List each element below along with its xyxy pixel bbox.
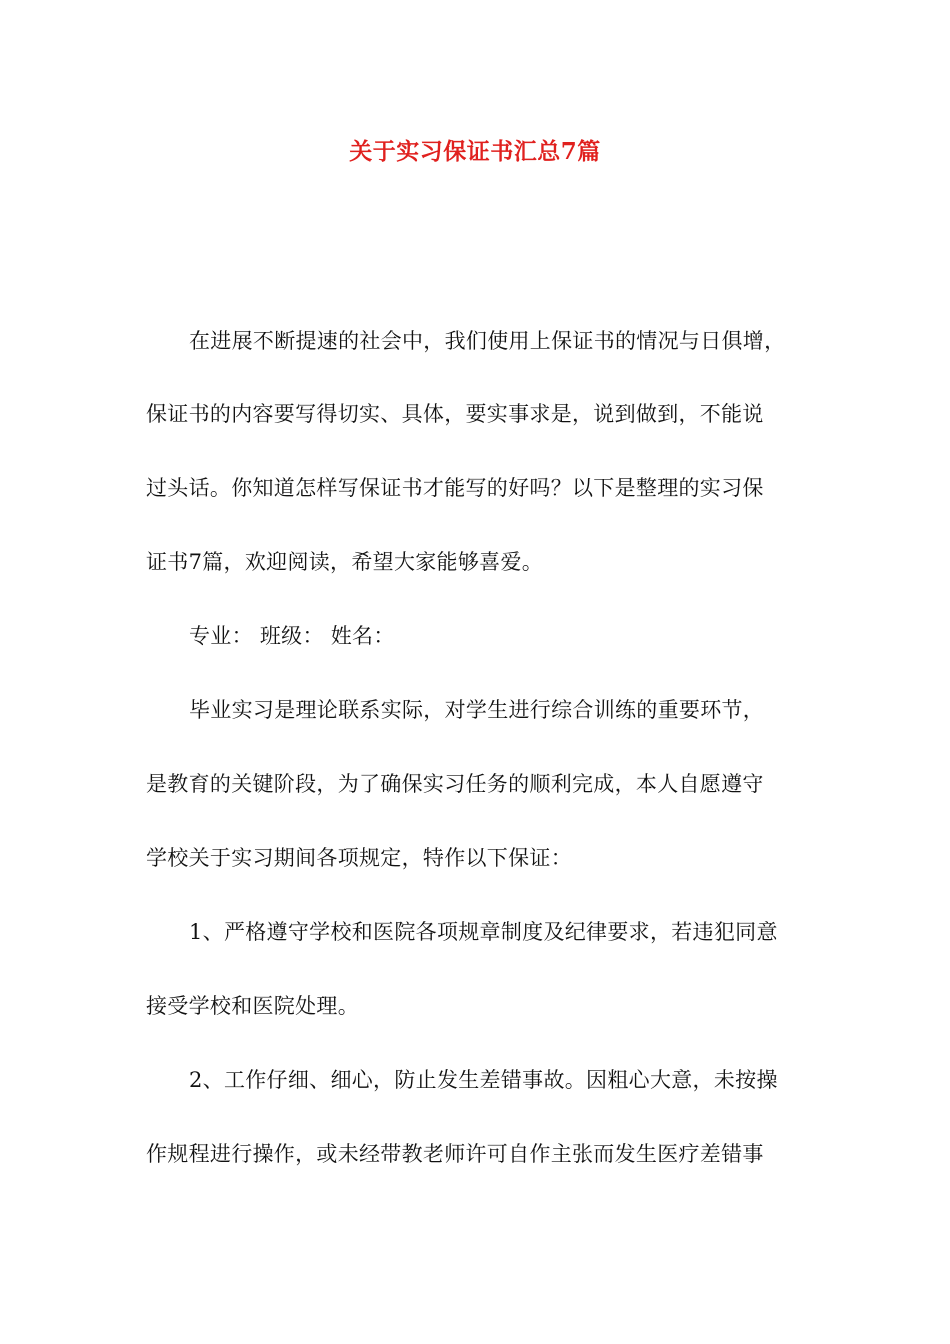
list-item-line: 接受学校和医院处理。 (146, 994, 359, 1018)
paragraph-line: 过头话。你知道怎样写保证书才能写的好吗？以下是整理的实习保 (146, 476, 764, 500)
list-item-line: 2、工作仔细、细心，防止发生差错事故。因粗心大意，未按操 (189, 1068, 778, 1092)
paragraph-line: 学校关于实习期间各项规定，特作以下保证： (146, 846, 572, 870)
document-title: 关于实习保证书汇总7篇 (349, 138, 601, 165)
form-fields-line: 专业： 班级： 姓名： (189, 624, 395, 648)
paragraph-line: 毕业实习是理论联系实际，对学生进行综合训练的重要环节， (189, 698, 765, 722)
paragraph-line: 是教育的关键阶段，为了确保实习任务的顺利完成，本人自愿遵守 (146, 772, 764, 796)
paragraph-line: 在进展不断提速的社会中，我们使用上保证书的情况与日俱增， (189, 329, 786, 353)
paragraph-line: 证书7篇，欢迎阅读，希望大家能够喜爱。 (146, 550, 544, 574)
paragraph-line: 保证书的内容要写得切实、具体，要实事求是，说到做到，不能说 (146, 402, 764, 426)
list-item-line: 1、严格遵守学校和医院各项规章制度及纪律要求，若违犯同意 (189, 920, 778, 944)
list-item-line: 作规程进行操作，或未经带教老师许可自作主张而发生医疗差错事 (146, 1142, 764, 1166)
